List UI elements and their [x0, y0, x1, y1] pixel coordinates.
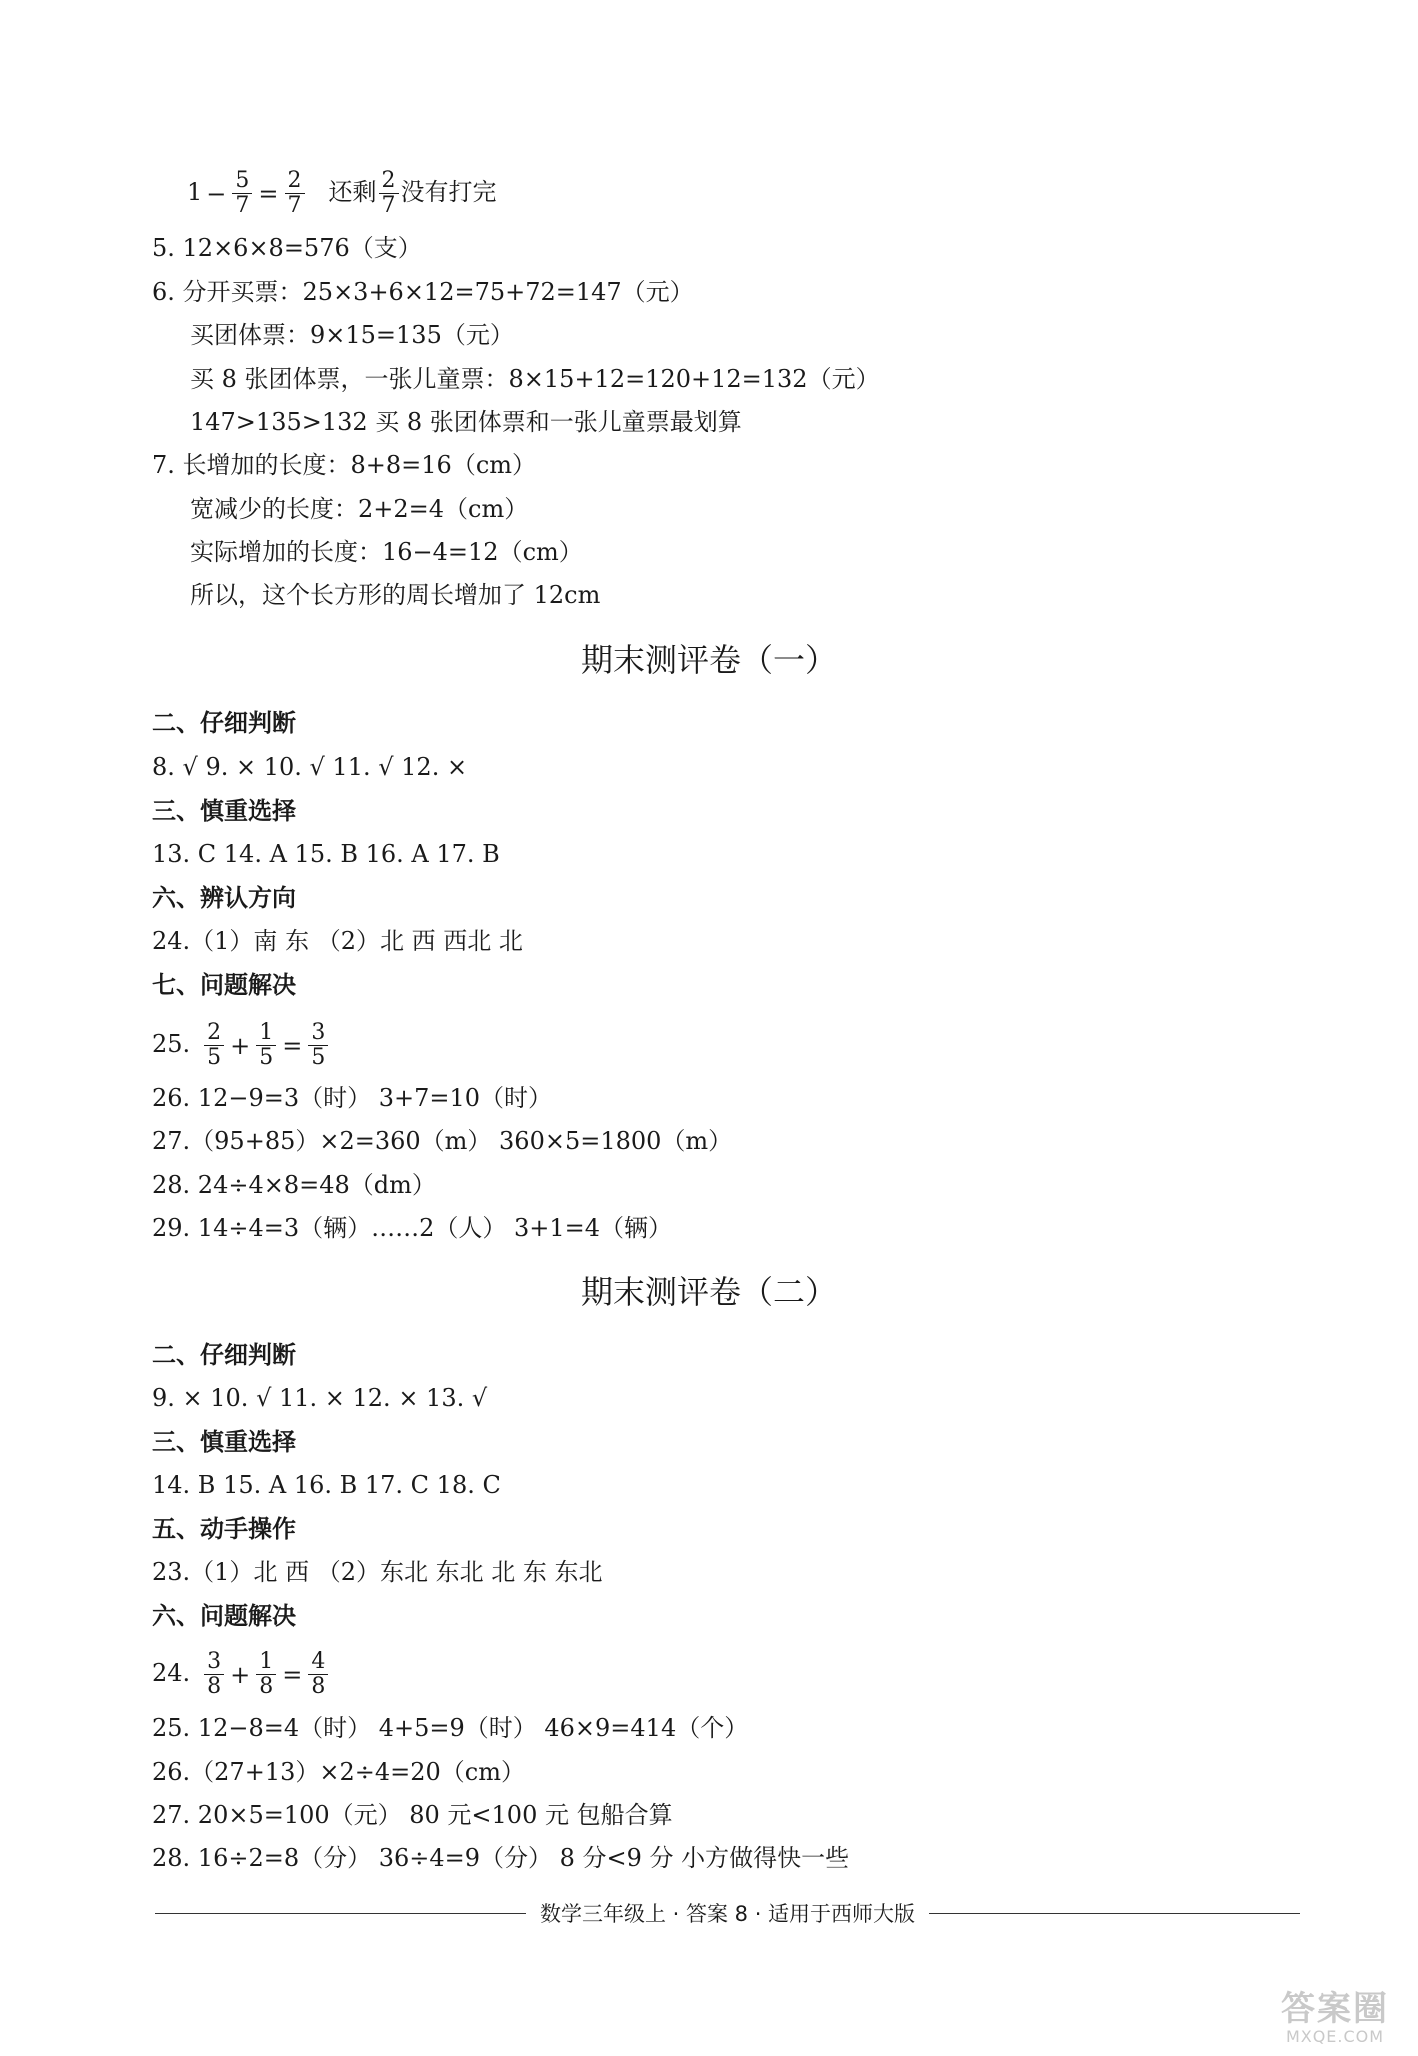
number: 1	[187, 178, 203, 206]
fraction: $\frac{2}{5}$	[204, 1021, 224, 1070]
answer-line: 28. 16÷2=8（分） 36÷4=9（分） 8 分<9 分 小方做得快一些	[152, 1844, 850, 1872]
watermark-logo: 答案圈 MXQE.COM	[1281, 1989, 1389, 2046]
section-heading: 六、问题解决	[152, 1602, 296, 1630]
equals-sign: =	[258, 179, 279, 208]
answer-line: 6. 分开买票：25×3+6×12=75+72=147（元）	[152, 278, 694, 306]
answer-line: 23.（1）北 西 （2）东北 东北 北 东 东北	[152, 1558, 603, 1586]
fraction: $\frac{2}{7}$	[379, 169, 399, 218]
question-number: 24.	[152, 1659, 191, 1687]
answer-line: 28. 24÷4×8=48（dm）	[152, 1171, 436, 1199]
answer-line: 26. 12−9=3（时） 3+7=10（时）	[152, 1084, 553, 1112]
answer-line: 5. 12×6×8=576（支）	[152, 234, 422, 262]
answer-line: 8. √ 9. × 10. √ 11. √ 12. ×	[152, 753, 468, 781]
fraction: $\frac{4}{8}$	[308, 1650, 328, 1699]
section-heading: 二、仔细判断	[152, 709, 296, 737]
answer-line: 29. 14÷4=3（辆）……2（人） 3+1=4（辆）	[152, 1214, 673, 1242]
answer-line: 27.（95+85）×2=360（m） 360×5=1800（m）	[152, 1127, 733, 1155]
section-heading: 三、慎重选择	[152, 797, 296, 825]
footer-text: 数学三年级上 · 答案 8 · 适用于西师大版	[539, 1902, 916, 1926]
answer-line: 实际增加的长度：16−4=12（cm）	[190, 538, 583, 566]
footer-rule	[929, 1913, 1300, 1914]
plus-sign: +	[230, 1031, 251, 1060]
section-heading: 三、慎重选择	[152, 1428, 296, 1456]
question-number: 25.	[152, 1030, 191, 1058]
section-title: 期末测评卷（一）	[580, 641, 837, 679]
section-heading: 六、辨认方向	[152, 884, 296, 912]
answer-line: 24.（1）南 东 （2）北 西 西北 北	[152, 927, 523, 955]
fraction: $\frac{5}{7}$	[232, 169, 252, 218]
answer-line: 9. × 10. √ 11. × 12. × 13. √	[152, 1384, 488, 1412]
answer-line: 宽减少的长度：2+2=4（cm）	[190, 495, 529, 523]
remain-text: 没有打完	[400, 178, 497, 206]
answer-line: 买团体票：9×15=135（元）	[190, 321, 514, 349]
answer-line: 14. B 15. A 16. B 17. C 18. C	[152, 1471, 501, 1499]
fraction-answer-line	[187, 168, 497, 216]
fraction: $\frac{1}{5}$	[256, 1021, 276, 1070]
equals-sign: =	[282, 1031, 303, 1060]
section-title: 期末测评卷（二）	[580, 1273, 837, 1311]
fraction-answer-line	[152, 1647, 330, 1699]
minus-sign: −	[206, 179, 227, 208]
fraction: $\frac{2}{7}$	[285, 169, 305, 218]
equals-sign: =	[282, 1660, 303, 1689]
footer-rule	[155, 1913, 526, 1914]
fraction: $\frac{3}{8}$	[204, 1650, 224, 1699]
answer-line: 7. 长增加的长度：8+8=16（cm）	[152, 451, 537, 479]
plus-sign: +	[230, 1660, 251, 1689]
answer-line: 27. 20×5=100（元） 80 元<100 元 包船合算	[152, 1801, 673, 1829]
section-heading: 七、问题解决	[152, 971, 296, 999]
section-heading: 二、仔细判断	[152, 1341, 296, 1369]
answer-line: 26.（27+13）×2÷4=20（cm）	[152, 1758, 525, 1786]
answer-line: 买 8 张团体票，一张儿童票：8×15+12=120+12=132（元）	[190, 365, 880, 393]
answer-line: 147>135>132 买 8 张团体票和一张儿童票最划算	[190, 408, 742, 436]
fraction-answer-line	[152, 1018, 330, 1070]
remain-text: 还剩	[328, 178, 377, 206]
answer-line: 25. 12−8=4（时） 4+5=9（时） 46×9=414（个）	[152, 1714, 749, 1742]
page-footer	[155, 1898, 1300, 1928]
section-heading: 五、动手操作	[152, 1515, 296, 1543]
answer-line: 13. C 14. A 15. B 16. A 17. B	[152, 840, 500, 868]
answer-line: 所以，这个长方形的周长增加了 12cm	[190, 581, 601, 609]
fraction: $\frac{3}{5}$	[308, 1021, 328, 1070]
fraction: $\frac{1}{8}$	[256, 1650, 276, 1699]
